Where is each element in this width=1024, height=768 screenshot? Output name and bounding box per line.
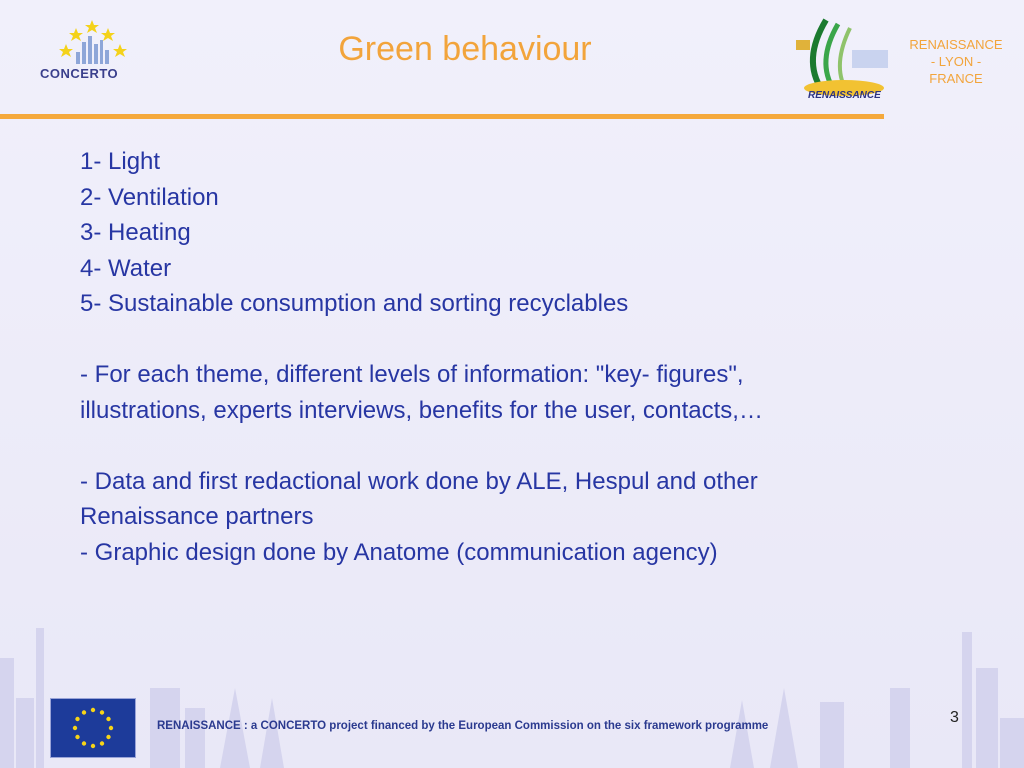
- theme-item: 5- Sustainable consumption and sorting recyclables: [80, 290, 629, 317]
- spacer: [80, 428, 940, 464]
- credits-line: - Graphic design done by Anatome (communication agency): [80, 538, 718, 566]
- renaissance-emblem-icon: [796, 20, 888, 96]
- region-caption-line: RENAISSANCE: [909, 37, 1003, 52]
- renaissance-logo-text: RENAISSANCE: [808, 90, 881, 101]
- eu-flag-icon: [50, 698, 136, 758]
- concerto-logo-text: CONCERTO: [40, 66, 119, 81]
- region-caption-line: FRANCE: [929, 71, 983, 86]
- region-caption: [900, 36, 1012, 87]
- credits-line: Renaissance partners: [80, 503, 314, 530]
- info-line: illustrations, experts interviews, benefits for the user, contacts,…: [80, 396, 763, 424]
- skyline-decoration: [0, 628, 1024, 768]
- theme-item: 2- Ventilation: [80, 183, 219, 211]
- theme-item: 4- Water: [80, 254, 172, 282]
- slide-title: Green behaviour: [338, 30, 592, 68]
- credits-line: - Data and first redactional work done by ALE, Hespul and other: [80, 467, 758, 495]
- header-divider: [0, 114, 884, 119]
- page-number: 3: [950, 709, 959, 726]
- slide-body: [80, 144, 940, 570]
- theme-item: 3- Heating: [80, 219, 191, 246]
- spacer: [80, 322, 940, 358]
- info-line: - For each theme, different levels of information: "key- figures",: [80, 361, 744, 388]
- region-caption-line: - LYON -: [930, 54, 982, 69]
- theme-item: 1- Light: [80, 148, 161, 175]
- footer-text: RENAISSANCE : a CONCERTO project financed by the European Commission on the six framework programme: [157, 720, 769, 732]
